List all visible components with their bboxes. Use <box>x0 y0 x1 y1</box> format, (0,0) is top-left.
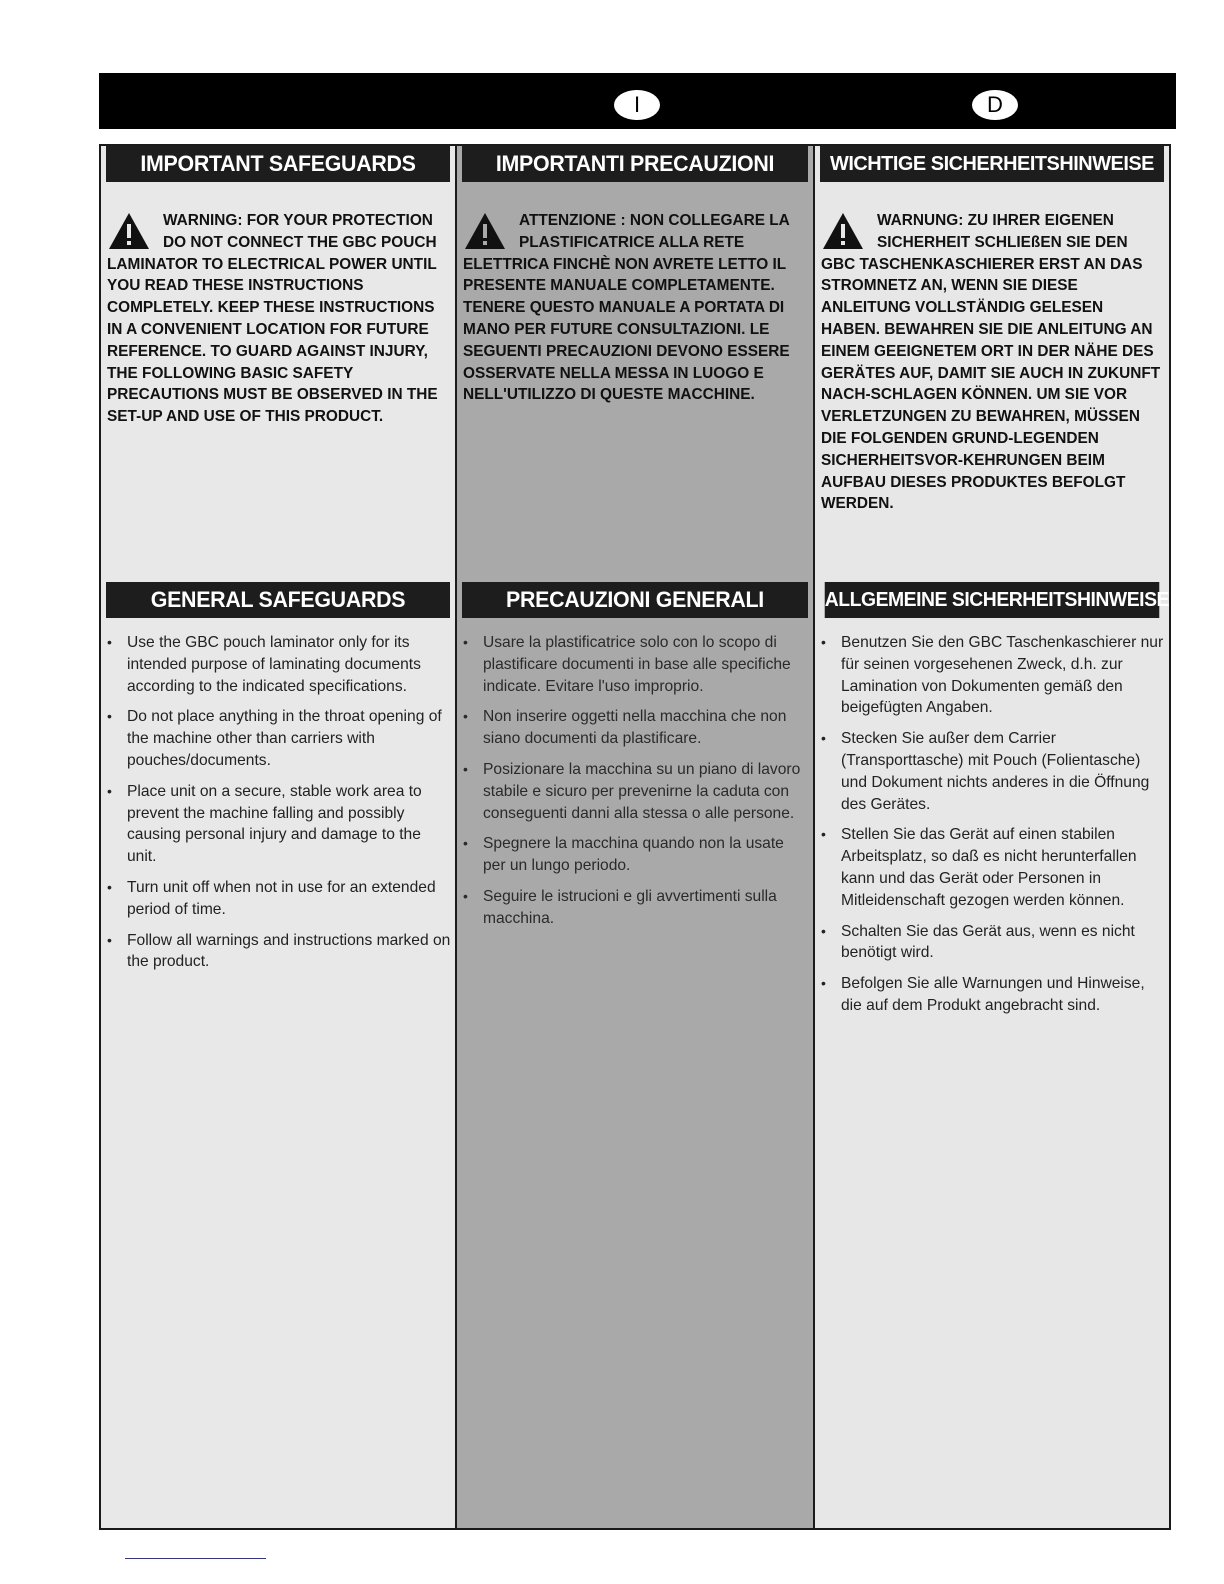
column-italian <box>457 146 815 1528</box>
column-english <box>101 146 457 1528</box>
list-item: • Benutzen Sie den GBC Taschenkaschierer nur für seinen vorgesehenen Zweck, d.h. zur Lamination von Dokumenten gemäß den beigefügten Angaben. <box>821 634 1164 717</box>
list-item: • Seguire le istrucioni e gli avvertimenti sulla macchina. <box>463 887 777 927</box>
heading-important-safeguards: IMPORTANT SAFEGUARDS <box>106 146 450 182</box>
warning-text: WARNING: FOR YOUR PROTECTION DO NOT CONNECT THE GBC POUCH LAMINATOR TO ELECTRICAL POWER UNTIL YOU READ THESE INSTRUCTIONS COMPLETELY. KEEP THESE INSTRUCTIONS IN A CONVENIENT LOCATION FOR FUTURE REFERENCE. TO GUARD AGAINST INJURY, THE FOLLOWING BASIC SAFETY PRECAUTIONS MUST BE OBSERVED IN THE SET-UP AND USE OF THIS PRODUCT. <box>107 212 438 426</box>
list-item: • Do not place anything in the throat opening of the machine other than carriers with pouches/documents. <box>107 708 442 769</box>
safeguard-list <box>105 632 451 982</box>
warning-block <box>107 210 451 428</box>
warning-text: ATTENZIONE : NON COLLEGARE LA PLASTIFICATRICE ALLA RETE ELETTRICA FINCHÈ NON AVRETE LETTO IL PRESENTE MANUALE COMPLETAMENTE. TENERE QUESTO MANUALE A PORTATA DI MANO PER FUTURE CONSULTAZIONI. LE SEGUENTI PRECAUZIONI DEVONO ESSERE OSSERVATE NELLA MESSA IN LUOGO E NELL'UTILIZZO DI QUESTE MACCHINE. <box>463 212 790 404</box>
list-item: • Follow all warnings and instructions marked on the product. <box>107 931 451 971</box>
warning-text: WARNUNG: ZU IHRER EIGENEN SICHERHEIT SCHLIEßEN SIE DEN GBC TASCHENKASCHIERER ERST AN DAS STROMNETZ AN, WENN SIE DIESE ANLEITUNG VOLLSTÄNDIG GELESEN HABEN. BEWAHREN SIE DIE ANLEITUNG AN EINEM GEEIGNETEM ORT IN DER NÄHE DES GERÄTES AUF, DAMIT SIE AUCH IN ZUKUNFT NACH-SCHLAGEN KÖNNEN. UM SIE VOR VERLETZUNGEN ZU BEWAHREN, MÜSSEN DIE FOLGENDEN GRUND-LEGENDEN SICHERHEITSVOR-KEHRUNGEN BEIM AUFBAU DIESES PRODUKTES BEFOLGT WERDEN. <box>821 212 1161 513</box>
warning-block <box>463 210 809 406</box>
list-item: • Turn unit off when not in use for an extended period of time. <box>107 878 436 918</box>
language-header-bar <box>99 73 1176 129</box>
footer-rule <box>125 1558 266 1559</box>
safeguards-table <box>99 144 1171 1530</box>
language-badge-german: D <box>972 90 1018 120</box>
heading-wichtige-sicherheitshinweise: WICHTIGE SICHERHEITSHINWEISE <box>820 146 1164 182</box>
list-item: • Schalten Sie das Gerät aus, wenn es nicht benötigt wird. <box>821 922 1135 962</box>
warning-triangle-icon <box>821 211 865 251</box>
language-badge-italian: I <box>614 90 660 120</box>
list-item: • Posizionare la macchina su un piano di lavoro stabile e sicuro per prevenirne la caduta con conseguenti danni alla stessa o alle persone. <box>463 760 801 822</box>
heading-allgemeine-sicherheitshinweise: ALLGEMEINE SICHERHEITSHINWEISE <box>825 582 1160 618</box>
warning-triangle-icon <box>463 211 507 251</box>
list-item: • Use the GBC pouch laminator only for its intended purpose of laminating documents according to the indicated specifications. <box>107 634 421 695</box>
list-item: • Non inserire oggetti nella macchina che non siano documenti da plastificare. <box>463 708 787 748</box>
heading-precauzioni-generali: PRECAUZIONI GENERALI <box>462 582 808 618</box>
list-item: • Befolgen Sie alle Warnungen und Hinweise, die auf dem Produkt angebracht sind. <box>821 975 1145 1014</box>
warning-triangle-icon <box>107 211 151 251</box>
column-german <box>815 146 1169 1528</box>
list-item: • Stecken Sie außer dem Carrier (Transporttasche) mit Pouch (Folientasche) und Dokument nichts anderes in die Öffnung des Gerätes. <box>821 730 1150 813</box>
list-item: • Spegnere la macchina quando non la usate per un lungo periodo. <box>463 835 784 875</box>
safeguard-list <box>819 632 1165 1026</box>
heading-general-safeguards: GENERAL SAFEGUARDS <box>106 582 450 618</box>
safeguard-list <box>461 632 809 939</box>
list-item: • Place unit on a secure, stable work area to prevent the machine falling and possibly causing personal injury and damage to the unit. <box>107 782 422 866</box>
list-item: • Stellen Sie das Gerät auf einen stabilen Arbeitsplatz, so daß es nicht herunterfallen kann und das Gerät oder Personen in Mitleidenschaft gezogen werden können. <box>821 826 1137 909</box>
list-item: • Usare la plastificatrice solo con lo scopo di plastificare documenti in base alle specifiche indicate. Evitare l'uso improprio. <box>463 634 791 695</box>
heading-importanti-precauzioni: IMPORTANTI PRECAUZIONI <box>462 146 808 182</box>
warning-block <box>821 210 1165 515</box>
